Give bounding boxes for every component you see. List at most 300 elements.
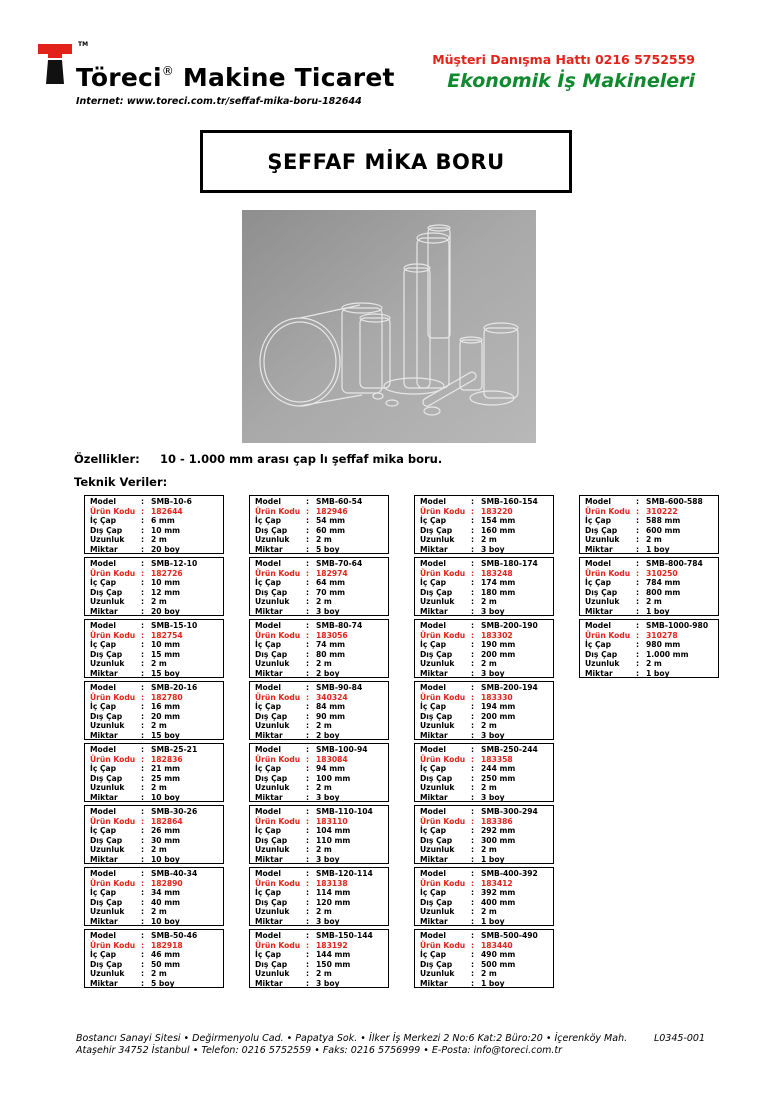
product-outer-value: 100 mm (316, 773, 351, 783)
product-qty-label: Miktar (90, 731, 118, 740)
product-inner-label: İç Çap (255, 640, 282, 650)
product-model-label: Model (90, 807, 116, 816)
separator: : (471, 950, 475, 960)
product-length-value: 2 m (316, 783, 332, 793)
product-code-label: Ürün Kodu (90, 568, 136, 578)
product-outer-label: Dış Çap (90, 525, 123, 535)
product-inner-label: İç Çap (255, 888, 282, 898)
product-code-value: 183110 (316, 816, 348, 826)
separator: : (471, 897, 475, 907)
product-qty-value: 2 boy (316, 731, 340, 740)
product-qty-label: Miktar (585, 607, 613, 616)
product-outer-label: Dış Çap (90, 959, 123, 969)
product-length-label: Uzunluk (90, 659, 125, 669)
product-code-value: 183386 (481, 816, 513, 826)
product-model-label: Model (420, 807, 446, 816)
product-length-value: 2 m (481, 845, 497, 855)
separator: : (471, 649, 475, 659)
product-card (249, 557, 389, 616)
product-qty-value: 10 boy (151, 917, 180, 926)
product-card (414, 867, 554, 926)
page-title: ŞEFFAF MİKA BORU (200, 130, 572, 193)
product-inner-value: 54 mm (316, 516, 346, 526)
properties-row (74, 452, 443, 466)
product-code-label: Ürün Kodu (90, 940, 136, 950)
product-inner-value: 34 mm (151, 888, 181, 898)
product-outer-value: 200 mm (481, 711, 516, 721)
product-code-value: 182864 (151, 816, 183, 826)
product-qty-label: Miktar (420, 545, 448, 554)
product-outer-label: Dış Çap (420, 773, 453, 783)
product-model-value: SMB-200-190 (481, 621, 538, 630)
product-qty-label: Miktar (420, 669, 448, 678)
separator: : (141, 711, 145, 721)
product-outer-label: Dış Çap (255, 897, 288, 907)
product-qty-value: 2 boy (316, 669, 340, 678)
product-model-value: SMB-80-74 (316, 621, 363, 630)
product-model-value: SMB-160-154 (481, 497, 538, 506)
separator: : (471, 835, 475, 845)
product-outer-value: 70 mm (316, 587, 346, 597)
product-model-value: SMB-200-194 (481, 683, 538, 692)
separator: : (141, 969, 145, 979)
product-inner-value: 64 mm (316, 578, 346, 588)
separator: : (306, 497, 310, 506)
separator: : (471, 559, 475, 568)
product-length-value: 2 m (316, 845, 332, 855)
product-inner-label: İç Çap (255, 516, 282, 526)
product-code-label: Ürün Kodu (585, 568, 631, 578)
product-qty-label: Miktar (90, 793, 118, 802)
product-card (414, 681, 554, 740)
separator: : (141, 497, 145, 506)
tech-data-title: Teknik Veriler: (74, 475, 168, 489)
separator: : (141, 835, 145, 845)
product-outer-value: 120 mm (316, 897, 351, 907)
product-inner-label: İç Çap (90, 888, 117, 898)
separator: : (471, 969, 475, 979)
separator: : (306, 878, 310, 888)
product-qty-value: 10 boy (151, 793, 180, 802)
product-inner-value: 16 mm (151, 702, 181, 712)
separator: : (306, 940, 310, 950)
product-model-value: SMB-30-26 (151, 807, 198, 816)
product-model-value: SMB-60-54 (316, 497, 363, 506)
product-inner-value: 980 mm (646, 640, 681, 650)
company-suffix: Makine Ticaret (182, 63, 395, 92)
properties-label: Özellikler: (74, 452, 140, 466)
product-model-label: Model (585, 497, 611, 506)
product-model-value: SMB-70-64 (316, 559, 363, 568)
product-inner-value: 6 mm (151, 516, 175, 526)
product-length-label: Uzunluk (90, 535, 125, 545)
separator: : (471, 640, 475, 650)
product-photo (242, 210, 536, 443)
separator: : (471, 845, 475, 855)
product-code-value: 183330 (481, 692, 513, 702)
product-qty-label: Miktar (90, 607, 118, 616)
product-code-label: Ürün Kodu (255, 692, 301, 702)
product-inner-value: 144 mm (316, 950, 351, 960)
product-outer-value: 12 mm (151, 587, 181, 597)
separator: : (306, 640, 310, 650)
product-length-value: 2 m (316, 969, 332, 979)
separator: : (636, 587, 640, 597)
product-inner-value: 21 mm (151, 764, 181, 774)
product-qty-value: 1 boy (481, 979, 505, 988)
separator: : (636, 525, 640, 535)
separator: : (306, 835, 310, 845)
product-outer-label: Dış Çap (585, 649, 618, 659)
separator: : (141, 807, 145, 816)
product-length-label: Uzunluk (255, 535, 290, 545)
product-length-value: 2 m (151, 907, 167, 917)
product-outer-label: Dış Çap (255, 587, 288, 597)
product-model-label: Model (585, 621, 611, 630)
product-length-value: 2 m (151, 597, 167, 607)
separator: : (306, 979, 310, 988)
product-length-label: Uzunluk (255, 845, 290, 855)
product-code-value: 183412 (481, 878, 513, 888)
product-model-label: Model (420, 869, 446, 878)
product-inner-value: 784 mm (646, 578, 681, 588)
product-outer-label: Dış Çap (90, 587, 123, 597)
product-code-value: 182974 (316, 568, 348, 578)
separator: : (471, 907, 475, 917)
product-length-label: Uzunluk (90, 845, 125, 855)
product-inner-label: İç Çap (90, 516, 117, 526)
product-qty-value: 20 boy (151, 545, 180, 554)
separator: : (306, 950, 310, 960)
footer-address-line-1: Bostancı Sanayi Sitesi • Değirmenyolu Cad. • Papatya Sok. • İlker İş Merkezi 2 No:6 Kat:2 Büro:20 • İçerenköy Mah. (76, 1033, 628, 1044)
product-outer-label: Dış Çap (90, 773, 123, 783)
separator: : (636, 630, 640, 640)
product-code-value: 182836 (151, 754, 183, 764)
product-code-label: Ürün Kodu (585, 506, 631, 516)
product-code-label: Ürün Kodu (420, 878, 466, 888)
product-code-label: Ürün Kodu (420, 630, 466, 640)
product-inner-value: 46 mm (151, 950, 181, 960)
product-qty-label: Miktar (255, 793, 283, 802)
separator: : (471, 783, 475, 793)
separator: : (471, 525, 475, 535)
product-model-label: Model (90, 745, 116, 754)
separator: : (636, 649, 640, 659)
separator: : (471, 516, 475, 526)
product-code-label: Ürün Kodu (90, 630, 136, 640)
product-card (84, 495, 224, 554)
separator: : (471, 535, 475, 545)
product-model-value: SMB-300-294 (481, 807, 538, 816)
product-qty-value: 5 boy (316, 545, 340, 554)
product-inner-label: İç Çap (585, 578, 612, 588)
product-model-label: Model (255, 683, 281, 692)
separator: : (636, 516, 640, 526)
separator: : (636, 597, 640, 607)
product-code-label: Ürün Kodu (90, 878, 136, 888)
separator: : (141, 897, 145, 907)
separator: : (471, 793, 475, 802)
separator: : (471, 506, 475, 516)
product-outer-label: Dış Çap (90, 649, 123, 659)
separator: : (306, 587, 310, 597)
separator: : (306, 545, 310, 554)
company-name (76, 63, 395, 92)
product-length-label: Uzunluk (420, 659, 455, 669)
product-code-value: 183440 (481, 940, 513, 950)
separator: : (471, 878, 475, 888)
product-card (579, 619, 719, 678)
product-model-label: Model (255, 869, 281, 878)
product-model-label: Model (90, 869, 116, 878)
document-code: L0345-001 (653, 1033, 705, 1044)
product-code-value: 182946 (316, 506, 348, 516)
separator: : (306, 754, 310, 764)
product-outer-label: Dış Çap (255, 959, 288, 969)
separator: : (306, 702, 310, 712)
product-length-label: Uzunluk (90, 907, 125, 917)
separator: : (636, 497, 640, 506)
product-inner-label: İç Çap (90, 826, 117, 836)
product-inner-label: İç Çap (255, 826, 282, 836)
product-length-value: 2 m (316, 659, 332, 669)
product-model-value: SMB-120-114 (316, 869, 373, 878)
separator: : (141, 578, 145, 588)
product-inner-value: 292 mm (481, 826, 516, 836)
separator: : (141, 597, 145, 607)
separator: : (141, 940, 145, 950)
product-outer-label: Dış Çap (255, 649, 288, 659)
separator: : (141, 640, 145, 650)
separator: : (306, 959, 310, 969)
product-length-label: Uzunluk (90, 969, 125, 979)
product-outer-value: 110 mm (316, 835, 351, 845)
product-length-value: 2 m (316, 721, 332, 731)
product-code-value: 340324 (316, 692, 348, 702)
product-inner-value: 10 mm (151, 578, 181, 588)
product-outer-label: Dış Çap (585, 587, 618, 597)
product-model-value: SMB-90-84 (316, 683, 363, 692)
product-inner-label: İç Çap (420, 764, 447, 774)
product-model-label: Model (255, 931, 281, 940)
separator: : (306, 621, 310, 630)
product-model-label: Model (255, 745, 281, 754)
separator: : (306, 669, 310, 678)
product-code-label: Ürün Kodu (420, 940, 466, 950)
product-outer-label: Dış Çap (420, 897, 453, 907)
product-model-value: SMB-110-104 (316, 807, 373, 816)
product-model-label: Model (90, 559, 116, 568)
separator: : (471, 816, 475, 826)
product-inner-label: İç Çap (420, 950, 447, 960)
product-length-label: Uzunluk (255, 659, 290, 669)
separator: : (471, 869, 475, 878)
product-code-value: 183084 (316, 754, 348, 764)
product-model-value: SMB-100-94 (316, 745, 368, 754)
separator: : (471, 702, 475, 712)
product-card (84, 619, 224, 678)
separator: : (306, 745, 310, 754)
product-code-label: Ürün Kodu (90, 754, 136, 764)
product-inner-value: 154 mm (481, 516, 516, 526)
product-qty-value: 1 boy (481, 917, 505, 926)
product-length-label: Uzunluk (420, 535, 455, 545)
separator: : (306, 793, 310, 802)
product-outer-label: Dış Çap (90, 897, 123, 907)
product-inner-label: İç Çap (90, 702, 117, 712)
product-card (414, 619, 554, 678)
product-outer-value: 180 mm (481, 587, 516, 597)
product-code-value: 310222 (646, 506, 678, 516)
product-qty-value: 1 boy (646, 669, 670, 678)
separator: : (141, 773, 145, 783)
separator: : (471, 597, 475, 607)
product-length-label: Uzunluk (585, 659, 620, 669)
separator: : (636, 578, 640, 588)
separator: : (636, 535, 640, 545)
separator: : (471, 764, 475, 774)
separator: : (636, 621, 640, 630)
product-inner-value: 588 mm (646, 516, 681, 526)
product-length-value: 2 m (646, 535, 662, 545)
product-length-value: 2 m (151, 535, 167, 545)
separator: : (471, 711, 475, 721)
separator: : (471, 545, 475, 554)
product-code-label: Ürün Kodu (585, 630, 631, 640)
product-length-label: Uzunluk (585, 597, 620, 607)
product-qty-label: Miktar (90, 545, 118, 554)
product-outer-label: Dış Çap (90, 711, 123, 721)
product-qty-label: Miktar (255, 545, 283, 554)
product-qty-label: Miktar (585, 545, 613, 554)
product-inner-label: İç Çap (255, 702, 282, 712)
separator: : (306, 535, 310, 545)
separator: : (306, 816, 310, 826)
product-model-label: Model (420, 559, 446, 568)
separator: : (471, 731, 475, 740)
separator: : (141, 979, 145, 988)
product-qty-value: 3 boy (316, 607, 340, 616)
product-qty-label: Miktar (255, 607, 283, 616)
product-length-value: 2 m (151, 659, 167, 669)
product-code-label: Ürün Kodu (90, 816, 136, 826)
product-outer-value: 90 mm (316, 711, 346, 721)
product-length-label: Uzunluk (420, 783, 455, 793)
product-code-value: 182726 (151, 568, 183, 578)
product-length-label: Uzunluk (90, 597, 125, 607)
separator: : (471, 773, 475, 783)
product-qty-value: 3 boy (316, 793, 340, 802)
product-length-label: Uzunluk (420, 597, 455, 607)
separator: : (141, 917, 145, 926)
product-inner-label: İç Çap (585, 640, 612, 650)
product-code-value: 182890 (151, 878, 183, 888)
separator: : (306, 516, 310, 526)
separator: : (141, 568, 145, 578)
product-outer-label: Dış Çap (585, 525, 618, 535)
product-inner-value: 194 mm (481, 702, 516, 712)
separator: : (306, 888, 310, 898)
separator: : (141, 607, 145, 616)
product-code-value: 183220 (481, 506, 513, 516)
footer-address-line-2: Ataşehir 34752 İstanbul • Telefon: 0216 5752559 • Faks: 0216 5756999 • E-Posta: info@toreci.com.tr (76, 1045, 563, 1056)
separator: : (141, 931, 145, 940)
separator: : (306, 845, 310, 855)
product-outer-value: 30 mm (151, 835, 181, 845)
product-length-label: Uzunluk (420, 907, 455, 917)
product-qty-label: Miktar (90, 979, 118, 988)
separator: : (141, 659, 145, 669)
product-outer-label: Dış Çap (255, 525, 288, 535)
product-length-value: 2 m (646, 597, 662, 607)
product-code-value: 182754 (151, 630, 183, 640)
product-outer-value: 80 mm (316, 649, 346, 659)
separator: : (471, 497, 475, 506)
product-outer-label: Dış Çap (420, 587, 453, 597)
separator: : (141, 783, 145, 793)
product-outer-value: 250 mm (481, 773, 516, 783)
product-length-label: Uzunluk (420, 721, 455, 731)
separator: : (636, 640, 640, 650)
product-qty-value: 5 boy (151, 979, 175, 988)
product-length-value: 2 m (151, 783, 167, 793)
company-brand: Töreci (76, 63, 162, 92)
product-outer-value: 25 mm (151, 773, 181, 783)
product-qty-value: 3 boy (481, 545, 505, 554)
product-length-label: Uzunluk (420, 969, 455, 979)
product-qty-value: 3 boy (316, 979, 340, 988)
separator: : (141, 816, 145, 826)
product-card (249, 495, 389, 554)
product-model-label: Model (255, 497, 281, 506)
product-card (249, 929, 389, 988)
product-inner-label: İç Çap (90, 764, 117, 774)
product-inner-label: İç Çap (585, 516, 612, 526)
product-card (84, 867, 224, 926)
product-card (84, 681, 224, 740)
product-card (414, 805, 554, 864)
separator: : (471, 940, 475, 950)
product-model-value: SMB-25-21 (151, 745, 198, 754)
product-code-label: Ürün Kodu (255, 754, 301, 764)
product-inner-value: 74 mm (316, 640, 346, 650)
product-model-label: Model (420, 745, 446, 754)
slogan: Ekonomik İş Makineleri (447, 70, 695, 92)
product-outer-value: 15 mm (151, 649, 181, 659)
separator: : (306, 931, 310, 940)
separator: : (471, 826, 475, 836)
separator: : (306, 659, 310, 669)
product-inner-label: İç Çap (255, 764, 282, 774)
product-inner-label: İç Çap (420, 516, 447, 526)
product-qty-value: 1 boy (481, 855, 505, 864)
product-length-label: Uzunluk (255, 597, 290, 607)
product-inner-label: İç Çap (420, 702, 447, 712)
product-code-value: 183192 (316, 940, 348, 950)
product-length-value: 2 m (481, 535, 497, 545)
product-code-label: Ürün Kodu (420, 816, 466, 826)
product-qty-value: 10 boy (151, 855, 180, 864)
product-model-label: Model (90, 621, 116, 630)
product-inner-value: 84 mm (316, 702, 346, 712)
product-inner-value: 392 mm (481, 888, 516, 898)
product-code-value: 182644 (151, 506, 183, 516)
product-qty-value: 3 boy (481, 669, 505, 678)
separator: : (471, 888, 475, 898)
separator: : (471, 607, 475, 616)
registered-mark: ® (161, 64, 174, 78)
product-inner-value: 26 mm (151, 826, 181, 836)
